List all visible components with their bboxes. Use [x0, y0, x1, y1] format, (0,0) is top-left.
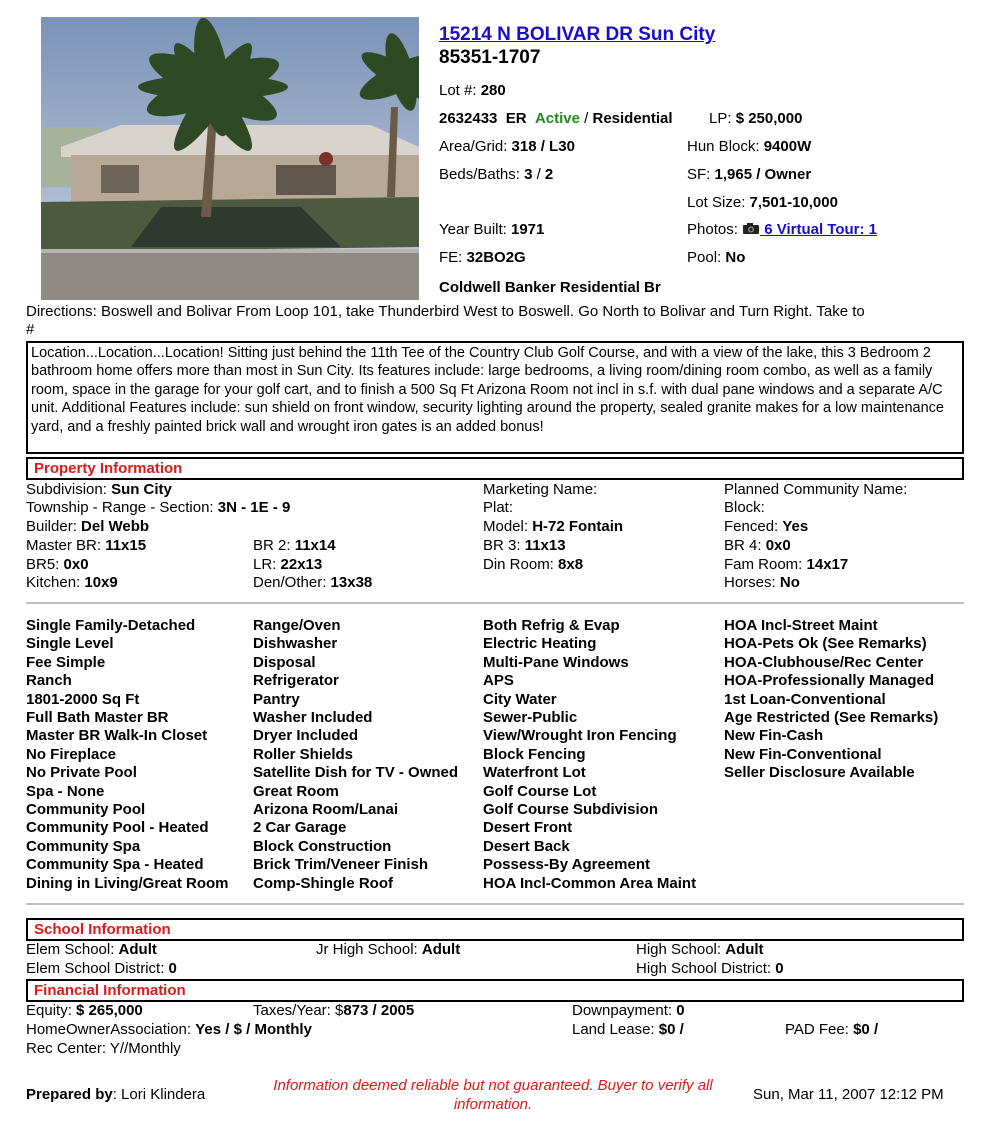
feature-item: Disposal — [253, 653, 316, 671]
living-room: LR: 22x13 — [253, 556, 323, 573]
feature-item: 1801-2000 Sq Ft — [26, 690, 140, 708]
feature-item: Community Pool — [26, 801, 146, 819]
school-section-header: School Information — [26, 918, 964, 941]
hun-block: Hun Block: 9400W — [687, 138, 812, 155]
kitchen: Kitchen: 10x9 — [26, 574, 118, 591]
feature-item: Fee Simple — [26, 653, 106, 671]
feature-item: Block Fencing — [483, 745, 586, 763]
divider — [26, 903, 964, 905]
feature-item: Age Restricted (See Remarks) — [724, 709, 939, 727]
feature-item: Washer Included — [253, 709, 373, 727]
listing-status-line: 2632433 ER Active / Residential — [439, 110, 673, 127]
features-column-4 — [724, 617, 938, 783]
feature-item: Range/Oven — [253, 617, 341, 634]
feature-item: Roller Shields — [253, 745, 354, 763]
feature-item: Multi-Pane Windows — [483, 653, 629, 671]
beds-baths: Beds/Baths: 3 / 2 — [439, 166, 554, 183]
township-range-section: Township - Range - Section: 3N - 1E - 9 — [26, 499, 291, 516]
listing-office: Coldwell Banker Residential Br — [439, 279, 661, 296]
elem-school-district: Elem School District: 0 — [26, 960, 177, 977]
fenced: Fenced: Yes — [724, 518, 809, 535]
feature-item: Sewer-Public — [483, 709, 578, 727]
pool: Pool: No — [687, 249, 746, 266]
family-room: Fam Room: 14x17 — [724, 556, 849, 573]
feature-item: Pantry — [253, 690, 300, 708]
feature-item: Comp-Shingle Roof — [253, 874, 393, 892]
feature-item: Community Spa — [26, 837, 141, 855]
virtual-tour-link[interactable]: 6 Virtual Tour: 1 — [760, 221, 878, 238]
block: Block: — [724, 499, 765, 516]
br4: BR 4: 0x0 — [724, 537, 791, 554]
feature-item: Community Spa - Heated — [26, 856, 204, 874]
master-br: Master BR: 11x15 — [26, 537, 147, 554]
camera-icon — [742, 222, 760, 235]
equity: Equity: $ 265,000 — [26, 1002, 143, 1019]
feature-item: Golf Course Subdivision — [483, 801, 659, 819]
br2: BR 2: 11x14 — [253, 537, 336, 554]
high-school: High School: Adult — [636, 941, 764, 958]
feature-item: HOA-Pets Ok (See Remarks) — [724, 635, 927, 653]
year-built: Year Built: 1971 — [439, 221, 545, 238]
br3: BR 3: 11x13 — [483, 537, 566, 554]
feature-item: No Fireplace — [26, 745, 117, 763]
feature-item: Block Construction — [253, 837, 392, 855]
den-other: Den/Other: 13x38 — [253, 574, 373, 591]
plat: Plat: — [483, 499, 514, 516]
br5: BR5: 0x0 — [26, 556, 89, 573]
builder: Builder: Del Webb — [26, 518, 150, 535]
square-feet: SF: 1,965 / Owner — [687, 166, 812, 183]
fe-code: FE: 32BO2G — [439, 249, 526, 266]
house-photo-image — [41, 17, 419, 300]
status-badge: Active — [534, 110, 580, 127]
model: Model: H-72 Fontain — [483, 518, 624, 535]
financial-section-header: Financial Information — [26, 979, 964, 1002]
dining-room: Din Room: 8x8 — [483, 556, 584, 573]
feature-item: Dishwasher — [253, 635, 338, 653]
taxes-year: Taxes/Year: $873 / 2005 — [253, 1002, 415, 1019]
feature-item: No Private Pool — [26, 764, 137, 782]
pad-fee: PAD Fee: $0 / — [785, 1021, 879, 1038]
feature-item: Community Pool - Heated — [26, 819, 209, 837]
feature-item: Master BR Walk-In Closet — [26, 727, 208, 745]
feature-item: 2 Car Garage — [253, 819, 347, 837]
feature-item: 1st Loan-Conventional — [724, 690, 886, 708]
feature-item: Dining in Living/Great Room — [26, 874, 229, 892]
feature-item: City Water — [483, 690, 557, 708]
photos-line: Photos: 6 Virtual Tour: 1 — [687, 221, 878, 238]
homeowner-association: HomeOwnerAssociation: Yes / $ / Monthly — [26, 1021, 312, 1038]
feature-item: HOA-Clubhouse/Rec Center — [724, 653, 924, 671]
feature-item: Arizona Room/Lanai — [253, 801, 399, 819]
marketing-name: Marketing Name: — [483, 481, 598, 498]
feature-item: Waterfront Lot — [483, 764, 586, 782]
rec-center: Rec Center: Y//Monthly — [26, 1040, 181, 1057]
jr-high-school: Jr High School: Adult — [316, 941, 461, 958]
listing-photo — [41, 17, 419, 300]
public-remarks: Location...Location...Location! Sitting just behind the 11th Tee of the Country Club Golf Course, and with a view of the lake, this 3 Bedroom 2 bathroom home offers more than most in Sun City. Its features include: large bedrooms, a living room/dining room combo, as well as a family room, space in the garage for your golf cart, and to finish a 500 Sq Ft Arizona Room not incl in s.f. with dual pane windows and a separate A/C unit. Additional Features include: sun shield on front window, security lighting around the property, sealed granite makes for a low maintenance yard, and a freshly painted brick wall and wrought iron gates is an added bonus! — [26, 341, 964, 454]
feature-item: Electric Heating — [483, 635, 597, 653]
feature-item: Spa - None — [26, 782, 105, 800]
feature-item: Seller Disclosure Available — [724, 764, 915, 782]
feature-item: Desert Back — [483, 837, 570, 855]
zip-code: 85351-1707 — [439, 47, 541, 68]
feature-item: New Fin-Cash — [724, 727, 824, 745]
feature-item: Dryer Included — [253, 727, 359, 745]
feature-item: Refrigerator — [253, 672, 339, 690]
feature-item: APS — [483, 672, 514, 690]
feature-item: Single Level — [26, 635, 114, 653]
directions-line1: Directions: Boswell and Bolivar From Loop 101, take Thunderbird West to Boswell. Go North to Bolivar and Turn Right. Take to — [26, 303, 865, 320]
lot-size: Lot Size: 7,501-10,000 — [687, 194, 838, 211]
downpayment: Downpayment: 0 — [572, 1002, 685, 1019]
property-section-header: Property Information — [26, 457, 964, 480]
features-column-1 — [26, 617, 229, 893]
features-column-3 — [483, 617, 696, 893]
feature-item: New Fin-Conventional — [724, 745, 882, 763]
subdivision: Subdivision: Sun City — [26, 481, 172, 498]
area-grid: Area/Grid: 318 / L30 — [439, 138, 575, 155]
feature-item: Desert Front — [483, 819, 573, 837]
feature-item: HOA Incl-Street Maint — [724, 617, 878, 634]
directions-line2: # — [26, 321, 35, 338]
feature-item: Both Refrig & Evap — [483, 617, 620, 634]
horses: Horses: No — [724, 574, 800, 591]
feature-item: Great Room — [253, 782, 339, 800]
feature-item: View/Wrought Iron Fencing — [483, 727, 677, 745]
elem-school: Elem School: Adult — [26, 941, 157, 958]
list-price: LP: $ 250,000 — [709, 110, 803, 127]
timestamp: Sun, Mar 11, 2007 12:12 PM — [753, 1086, 944, 1103]
feature-item: Full Bath Master BR — [26, 709, 169, 727]
high-school-district: High School District: 0 — [636, 960, 784, 977]
land-lease: Land Lease: $0 / — [572, 1021, 684, 1038]
features-column-2 — [253, 617, 458, 893]
disclaimer: Information deemed reliable but not guaranteed. Buyer to verify all information. — [273, 1077, 713, 1113]
feature-item: Ranch — [26, 672, 72, 690]
feature-item: Brick Trim/Veneer Finish — [253, 856, 429, 874]
feature-item: Satellite Dish for TV - Owned — [253, 764, 459, 782]
feature-item: HOA-Professionally Managed — [724, 672, 935, 690]
address-link[interactable]: 15214 N BOLIVAR DR Sun City — [439, 24, 716, 45]
feature-item: Single Family-Detached — [26, 617, 196, 634]
feature-item: Possess-By Agreement — [483, 856, 651, 874]
feature-item: Golf Course Lot — [483, 782, 597, 800]
planned-community: Planned Community Name: — [724, 481, 908, 498]
prepared-by: Prepared by: Lori Klindera — [26, 1086, 206, 1103]
feature-item: HOA Incl-Common Area Maint — [483, 874, 697, 892]
lot-number: Lot #: 280 — [439, 82, 506, 99]
divider — [26, 602, 964, 604]
